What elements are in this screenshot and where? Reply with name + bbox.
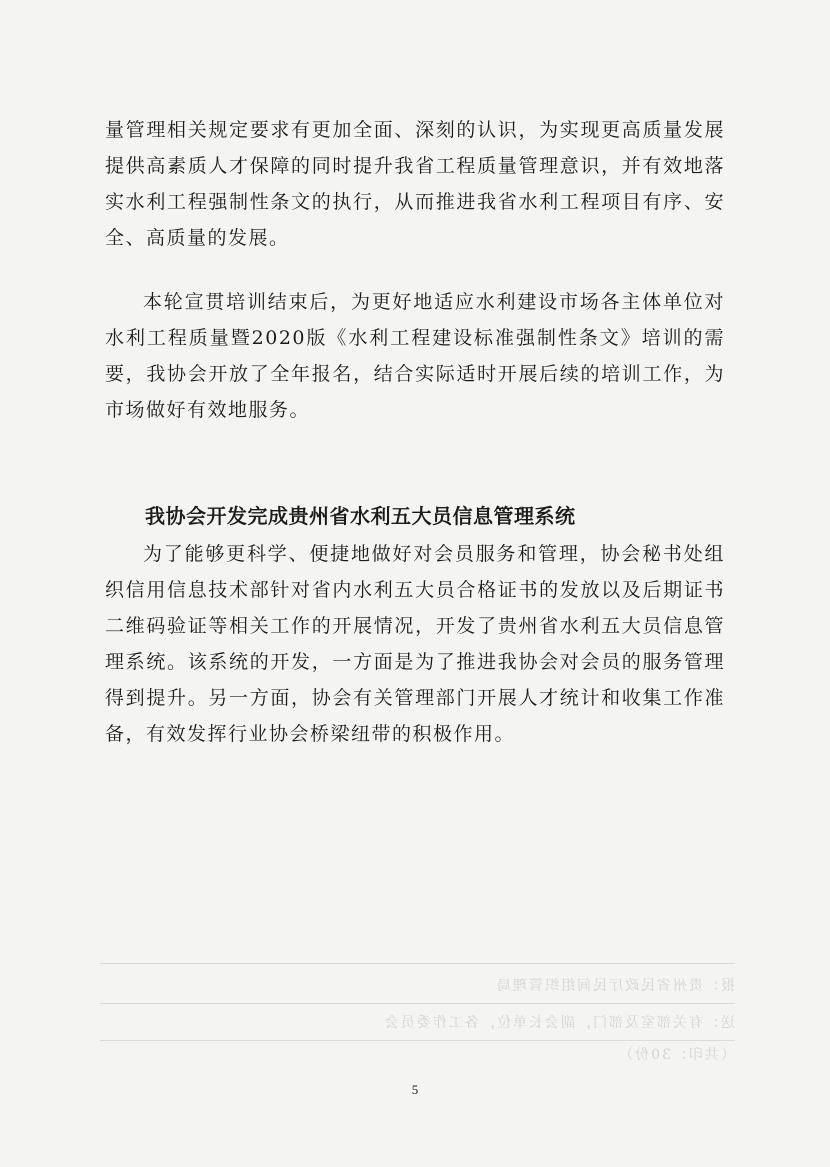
section-heading: 我协会开发完成贵州省水利五大员信息管理系统 xyxy=(145,504,576,528)
bleed-through-rule-bottom xyxy=(100,1040,735,1041)
body-paragraph-3: 为了能够更科学、便捷地做好对会员服务和管理，协会秘书处组织信用信息技术部针对省内水利五大员合格证书的发放以及后期证书二维码验证等相关工作的开展情况，开发了贵州省水利五大员信息管理系统。该系统的开发，一方面是为了推进我协会对会员的服务管理得到提升。另一方面，协会有关管理部门开展人才统计和收集工作准备，有效发挥行业协会桥梁纽带的积极作用。 xyxy=(105,543,725,745)
page-number: 5 xyxy=(411,1082,419,1097)
bleed-through-text-2: 送：有关部室及部门，副会长单位，各工作委员会 xyxy=(383,1015,735,1031)
bleed-through-rule-middle xyxy=(100,1003,735,1004)
body-paragraph-1: 量管理相关规定要求有更加全面、深刻的认识，为实现更高质量发展提供高素质人才保障的同时提升我省工程质量管理意识，并有效地落实水利工程强制性条文的执行，从而推进我省水利工程项目有序、安全、高质量的发展。 xyxy=(105,119,725,249)
body-paragraph-2: 本轮宣贯培训结束后，为更好地适应水利建设市场各主体单位对水利工程质量暨2020版《水利工程建设标准强制性条文》培训的需要，我协会开放了全年报名，结合实际适时开展后续的培训工作，为市场做好有效地服务。 xyxy=(105,291,725,421)
bleed-through-rule-top xyxy=(100,963,735,964)
bleed-through-text-1: 报：贵州省民政厅民间组织管理局 xyxy=(495,978,735,994)
bleed-through-text-3: （共印：30份） xyxy=(617,1047,735,1063)
